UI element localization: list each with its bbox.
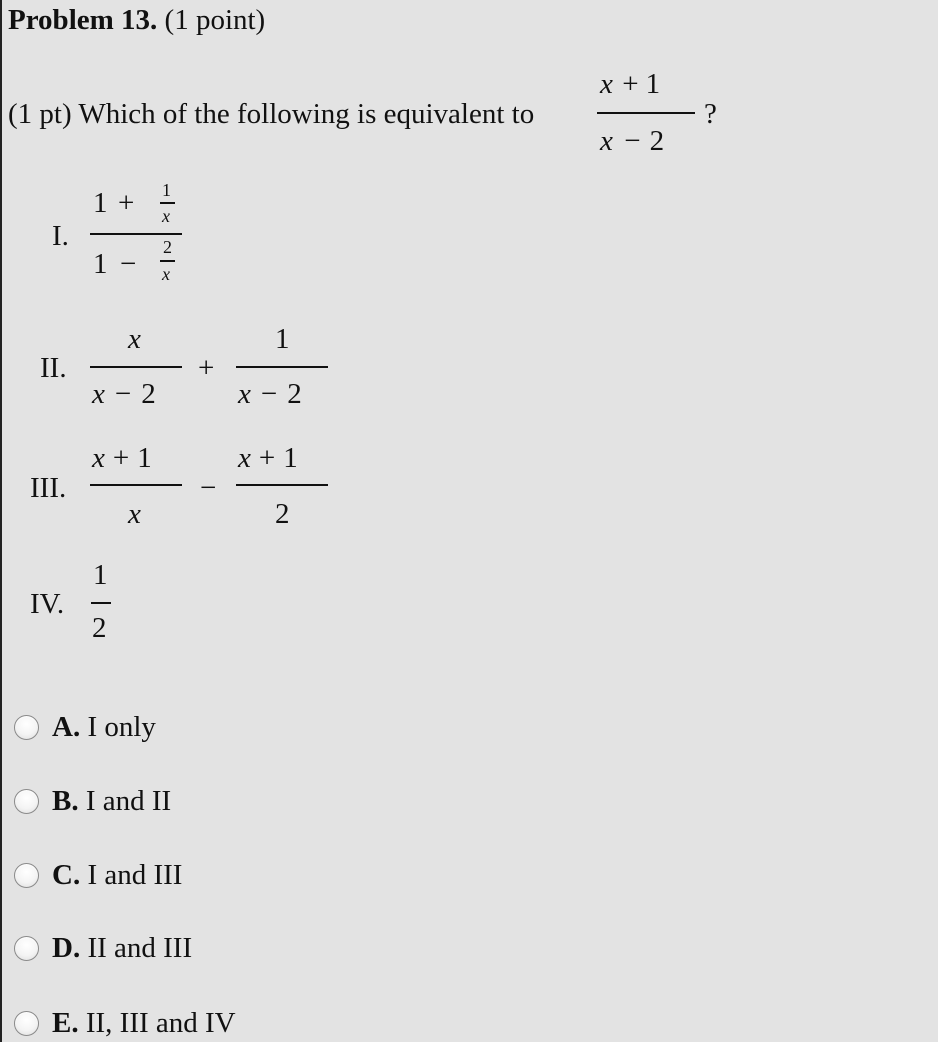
item-1-num-small-den: x: [162, 206, 170, 226]
option-b-label[interactable]: B. I and II: [52, 785, 172, 817]
item-4-bar: [91, 602, 111, 604]
option-d-radio[interactable]: [14, 936, 39, 961]
item-4-label: IV.: [30, 588, 65, 620]
question-text: (1 pt) Which of the following is equivalent to: [8, 98, 535, 130]
option-a-label[interactable]: A. I only: [52, 711, 156, 743]
item-2-frac1-bar: [90, 366, 182, 368]
item-3-frac2-num: x + 1: [238, 442, 298, 474]
option-c-radio[interactable]: [14, 863, 39, 888]
question-fraction-denominator: x − 2: [600, 125, 665, 157]
item-2-label: II.: [40, 352, 67, 384]
item-1-num-op: +: [118, 187, 135, 219]
item-1-num-small-num: 1: [162, 180, 171, 200]
item-1-num-one: 1: [93, 187, 108, 219]
item-4-num: 1: [93, 559, 108, 591]
item-1-num-small-bar: [160, 202, 175, 204]
item-2-frac1-den: x − 2: [92, 378, 156, 410]
question-mark: ?: [704, 98, 717, 130]
item-1-main-bar: [90, 233, 182, 235]
option-d-label[interactable]: D. II and III: [52, 932, 193, 964]
item-1-den-small-den: x: [162, 264, 170, 284]
item-2-frac2-bar: [236, 366, 328, 368]
item-3-frac2-den: 2: [275, 498, 290, 530]
question-fraction-numerator: x + 1: [600, 68, 661, 100]
item-2-operator: +: [198, 352, 215, 384]
option-b-radio[interactable]: [14, 789, 39, 814]
item-1-den-one: 1: [93, 248, 108, 280]
option-e-label[interactable]: E. II, III and IV: [52, 1007, 236, 1039]
problem-number: Problem 13.: [8, 4, 158, 36]
left-border: [0, 0, 2, 1042]
item-2-frac2-den: x − 2: [238, 378, 302, 410]
item-1-den-op: −: [120, 248, 137, 280]
item-1-den-small-num: 2: [163, 237, 172, 257]
item-3-operator: −: [200, 472, 217, 504]
item-3-frac1-den: x: [128, 498, 141, 530]
item-4-den: 2: [92, 612, 107, 644]
item-3-frac1-num: x + 1: [92, 442, 152, 474]
item-3-label: III.: [30, 472, 67, 504]
option-c-label[interactable]: C. I and III: [52, 859, 183, 891]
item-3-frac1-bar: [90, 484, 182, 486]
item-2-frac1-num: x: [128, 323, 141, 355]
problem-points: (1 point): [157, 4, 266, 36]
option-a-radio[interactable]: [14, 715, 39, 740]
item-3-frac2-bar: [236, 484, 328, 486]
question-fraction-bar: [597, 112, 695, 114]
item-1-label: I.: [52, 220, 69, 252]
problem-title: [8, 2, 265, 38]
option-e-radio[interactable]: [14, 1011, 39, 1036]
item-2-frac2-num: 1: [275, 323, 290, 355]
item-1-den-small-bar: [160, 260, 175, 262]
